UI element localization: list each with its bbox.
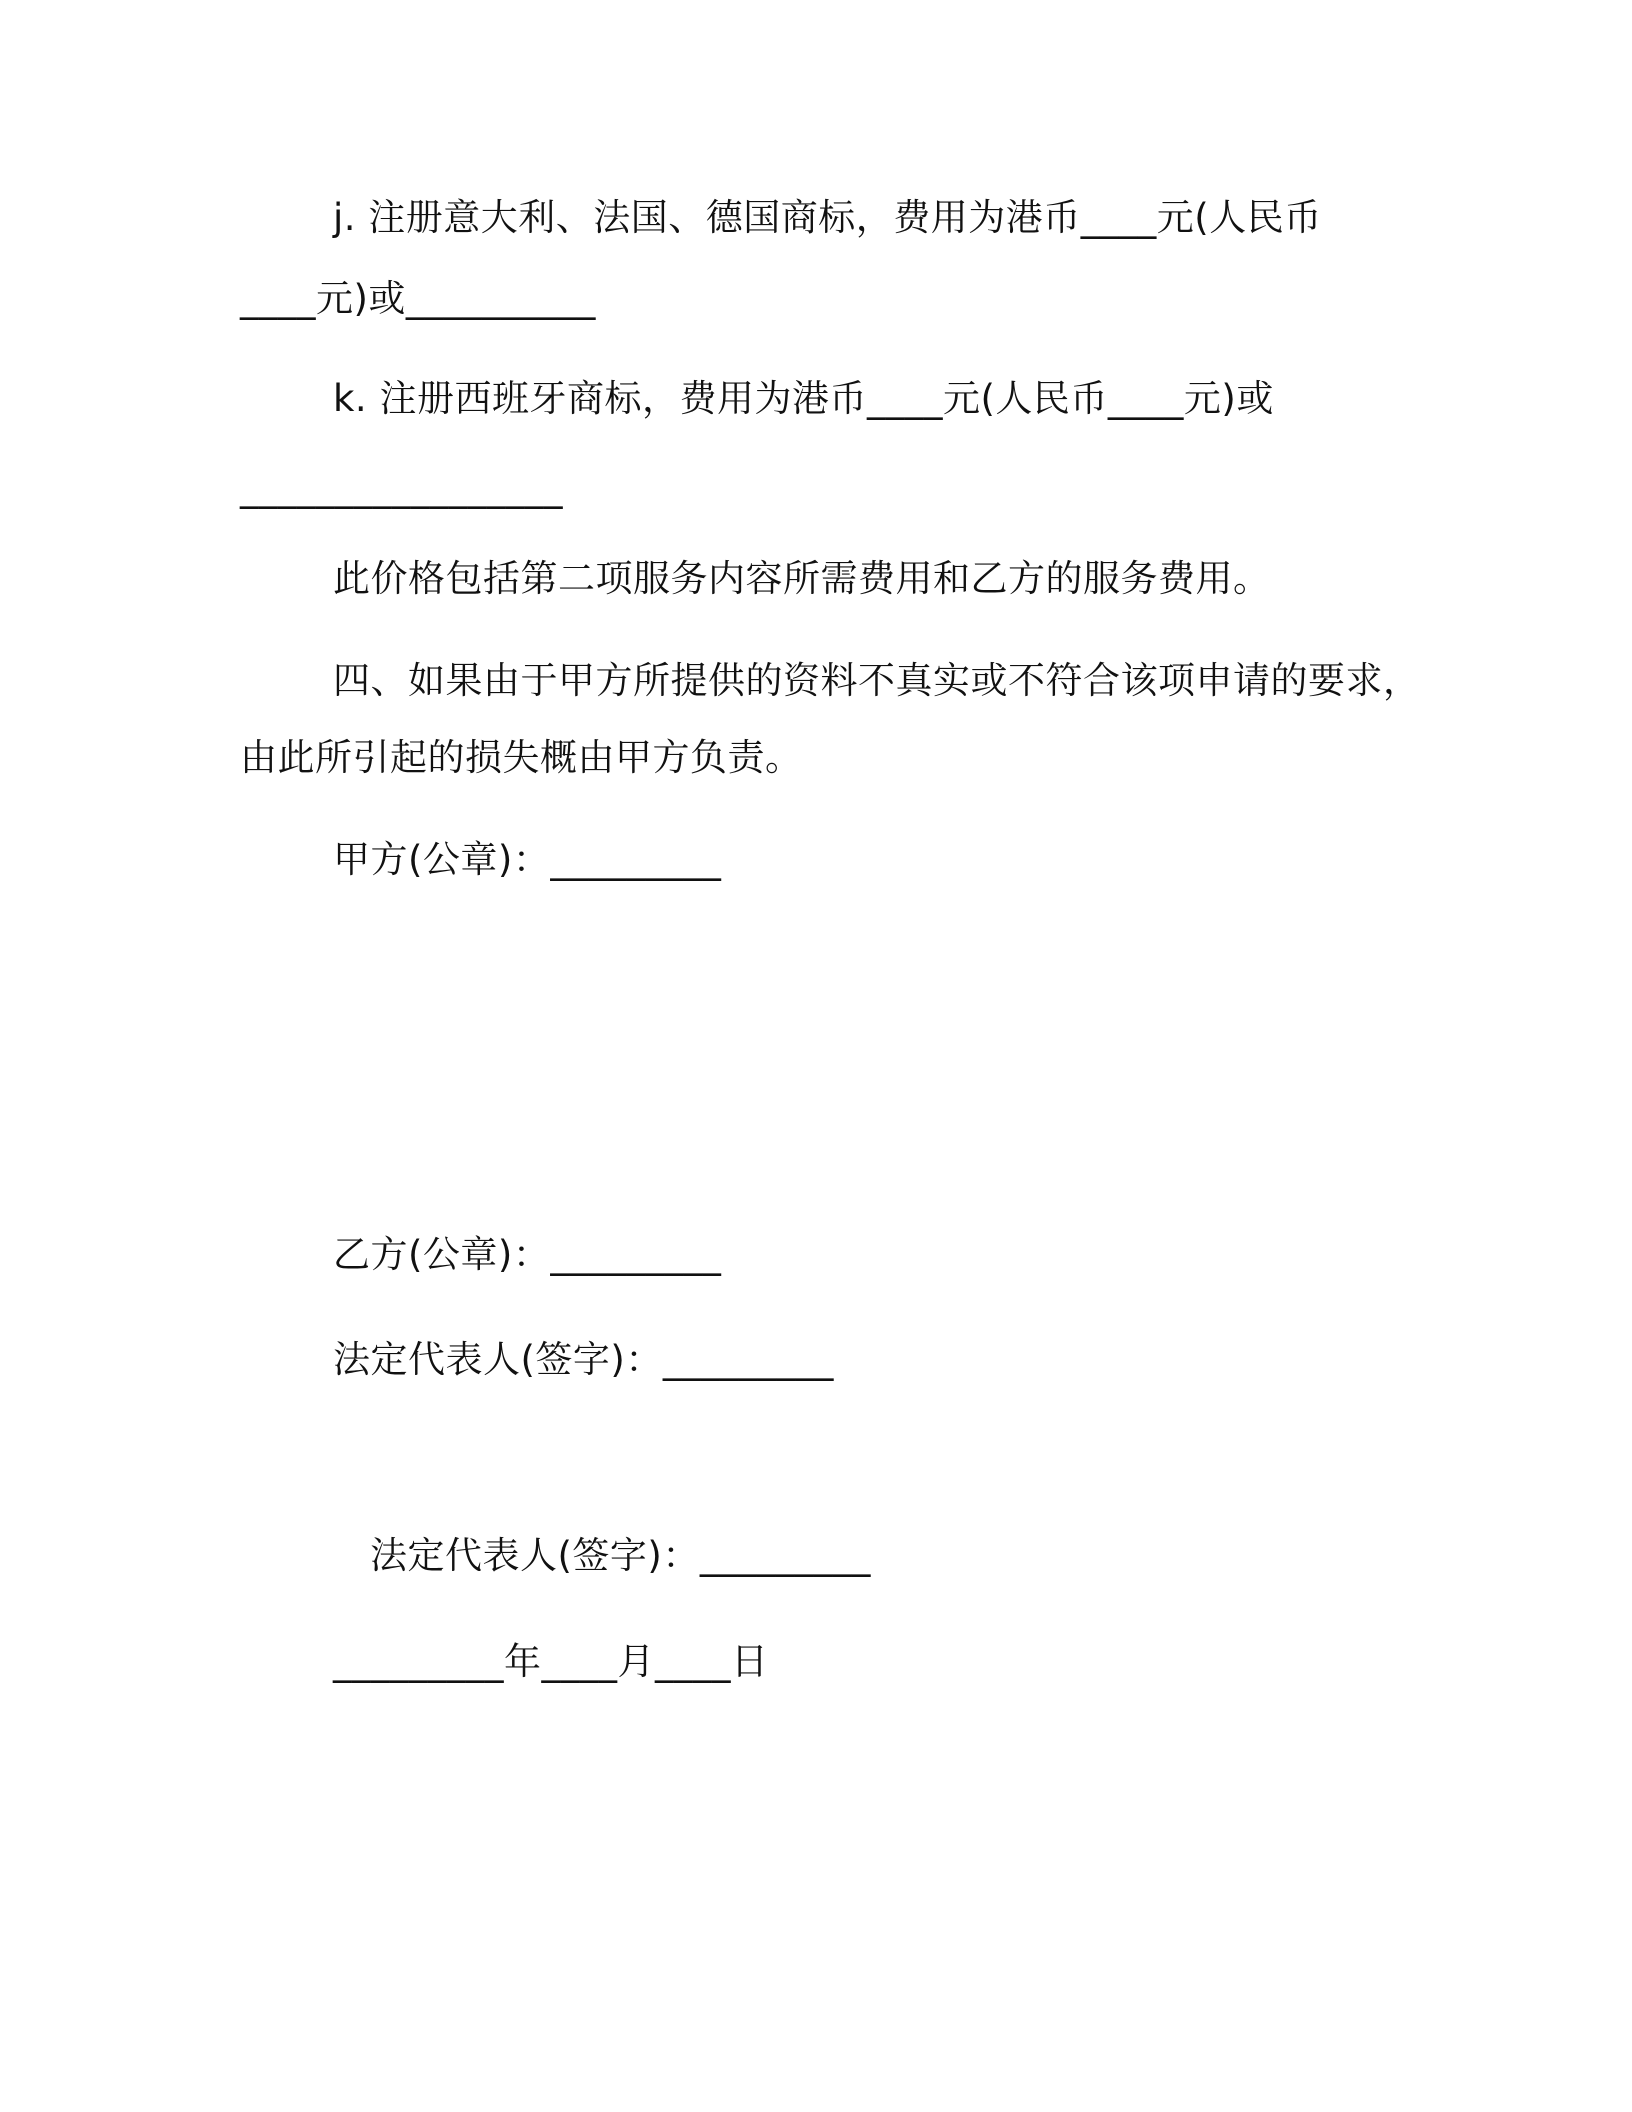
clause-k-line-2: _________________ (240, 466, 563, 509)
clause-four-line-2: 由此所引起的损失概由甲方负责。 (240, 736, 803, 779)
date-line: _________年____月____日 (333, 1640, 769, 1683)
clause-j-line-1: j. 注册意大利、法国、德国商标，费用为港币____元(人民币 (333, 196, 1322, 239)
party-b-seal: 乙方(公章)：_________ (333, 1233, 722, 1276)
price-note: 此价格包括第二项服务内容所需费用和乙方的服务费用。 (333, 557, 1271, 600)
clause-four-line-1: 四、如果由于甲方所提供的资料不真实或不符合该项申请的要求， (333, 659, 1421, 702)
legal-rep-signature-1: 法定代表人(签字)：_________ (333, 1338, 834, 1381)
legal-rep-signature-2: 法定代表人(签字)：_________ (370, 1534, 871, 1577)
clause-k-line-1: k. 注册西班牙商标，费用为港币____元(人民币____元)或 (333, 377, 1274, 420)
clause-j-line-2: ____元)或__________ (240, 277, 596, 320)
party-a-seal: 甲方(公章)：_________ (333, 838, 722, 881)
